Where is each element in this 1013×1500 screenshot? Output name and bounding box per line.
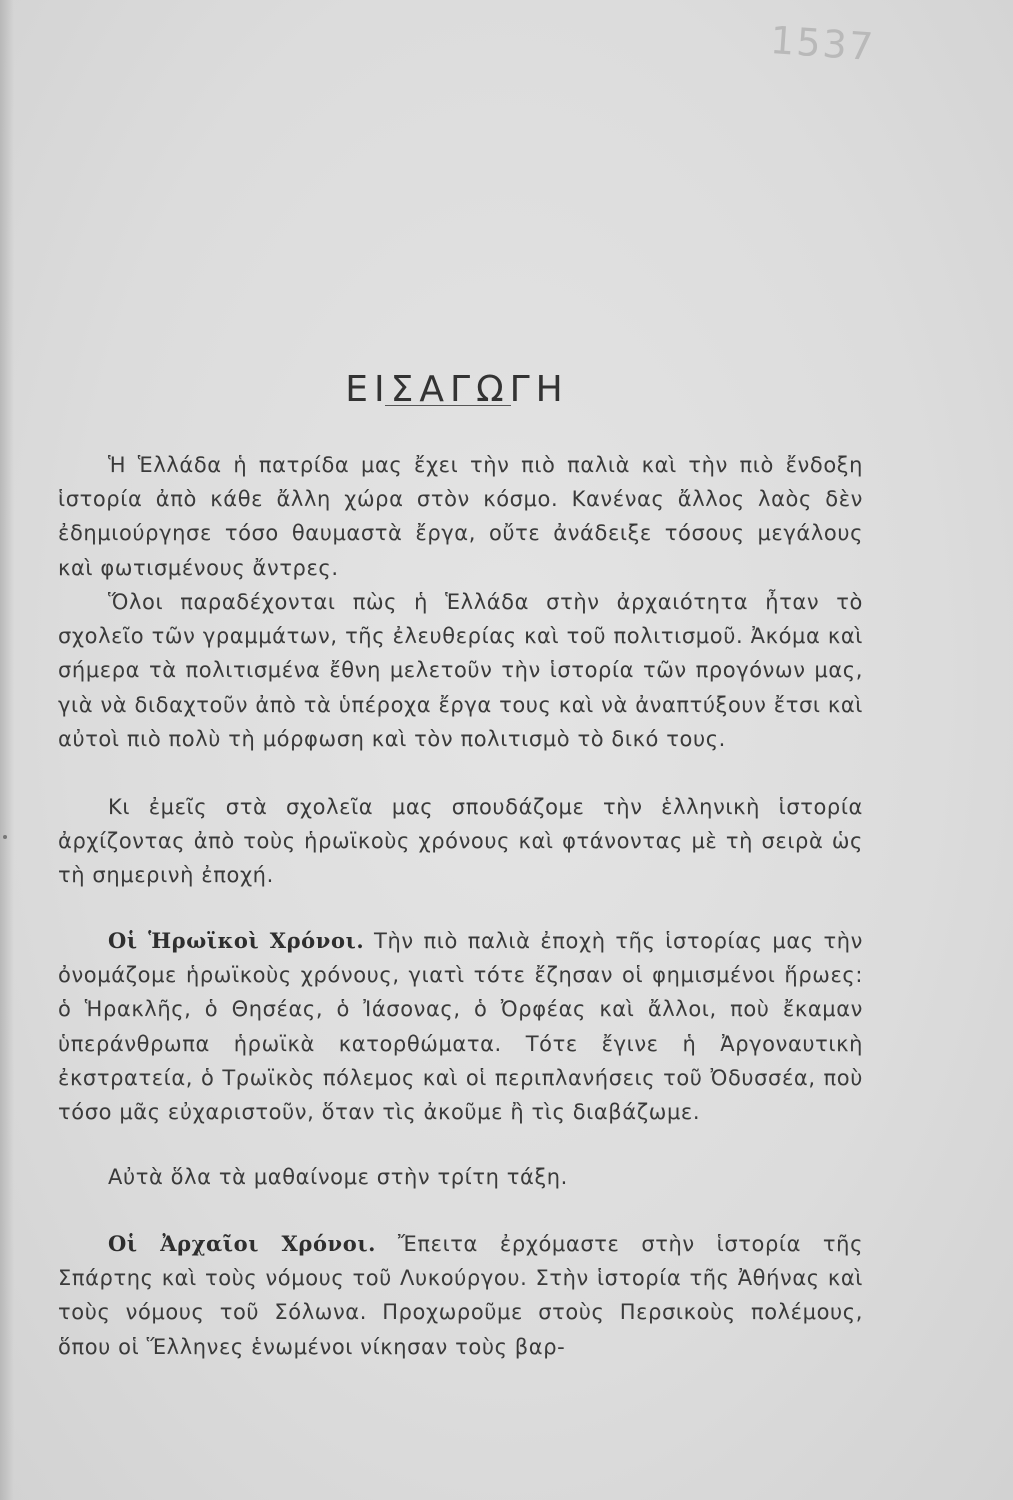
paragraph-ancient-times	[58, 1227, 863, 1364]
paragraph-third-grade: Αὐτὰ ὅλα τὰ μαθαίνομε στὴν τρίτη τάξη.	[108, 1165, 568, 1189]
handwritten-catalog-number: 1537	[768, 18, 877, 70]
margin-dot	[3, 835, 7, 839]
section-heading-heroic-times: Οἱ Ἡρωϊκοὶ Χρόνοι.	[108, 928, 365, 953]
spine-shadow	[0, 0, 14, 1500]
title-divider	[385, 405, 511, 406]
paragraph-2: Ὅλοι παραδέχονται πὼς ἡ Ἑλλάδα στὴν ἀρχαιότητα ἦταν τὸ σχολεῖο τῶν γραμμάτων, τῆς ἐλευθερίας καὶ τοῦ πολιτισμοῦ. Ἀκόμα καὶ σήμερα τὰ πολιτισμένα ἔθνη μελετοῦν τὴν ἱστορία τῶν προγόνων μας, γιὰ νὰ διδαχτοῦν ἀπὸ τὰ ὑπέροχα ἔργα τους καὶ νὰ ἀναπτύξουν ἔτσι καὶ αὐτοὶ πιὸ πολὺ τὴ μόρφωση καὶ τὸν πολιτισμὸ τὸ δικό τους.	[58, 590, 863, 751]
section-heading-ancient-times: Οἱ Ἀρχαῖοι Χρόνοι.	[108, 1231, 377, 1256]
paragraph-1: Ἡ Ἑλλάδα ἡ πατρίδα μας ἔχει τὴν πιὸ παλιὰ καὶ τὴν πιὸ ἔνδοξη ἱστορία ἀπὸ κάθε ἄλλη χώρα στὸν κόσμο. Κανένας ἄλλος λαὸς δὲν ἐδημιούργησε τόσο θαυμαστὰ ἔργα, οὔτε ἀνάδειξε τόσους μεγάλους καὶ φωτισμένους ἄντρες.	[58, 453, 863, 580]
paragraph-3: Κι ἐμεῖς στὰ σχολεῖα μας σπουδάζομε τὴν ἑλληνικὴ ἱστορία ἀρχίζοντας ἀπὸ τοὺς ἡρωϊκοὺς χρόνους καὶ φτάνοντας μὲ τὴ σειρὰ ὡς τὴ σημερινὴ ἐποχή.	[58, 795, 863, 888]
paragraph-heroic-times	[58, 924, 863, 1129]
chapter-title: ΕΙΣΑΓΩΓΗ	[345, 369, 569, 411]
paragraph-ancient-times-text: Ἔπειτα ἐρχόμαστε στὴν ἱστορία τῆς Σπάρτης καὶ τοὺς νόμους τοῦ Λυκούργου. Στὴν ἱστορία τῆς Ἀθήνας καὶ τοὺς νόμους τοῦ Σόλωνα. Προχωροῦμε στοὺς Περσικοὺς πολέμους, ὅπου οἱ Ἕλληνες ἑνωμένοι νίκησαν τοὺς βαρ-	[58, 1232, 863, 1359]
paragraph-heroic-times-text: Τὴν πιὸ παλιὰ ἐποχὴ τῆς ἱστορίας μας τὴν ὀνομάζομε ἡρωϊκοὺς χρόνους, γιατὶ τότε ἔζησαν οἱ φημισμένοι ἥρωες: ὁ Ἡρακλῆς, ὁ Θησέας, ὁ Ἰάσονας, ὁ Ὀρφέας καὶ ἄλλοι, ποὺ ἔκαμαν ὑπεράνθρωπα ἡρωϊκὰ κατορθώματα. Τότε ἔγινε ἡ Ἀργοναυτικὴ ἐκστρατεία, ὁ Τρωϊκὸς πόλεμος καὶ οἱ περιπλανήσεις τοῦ Ὀδυσσέα, ποὺ τόσο μᾶς εὐχαριστοῦν, ὅταν τὶς ἀκοῦμε ἢ τὶς διαβάζωμε.	[58, 929, 864, 1125]
